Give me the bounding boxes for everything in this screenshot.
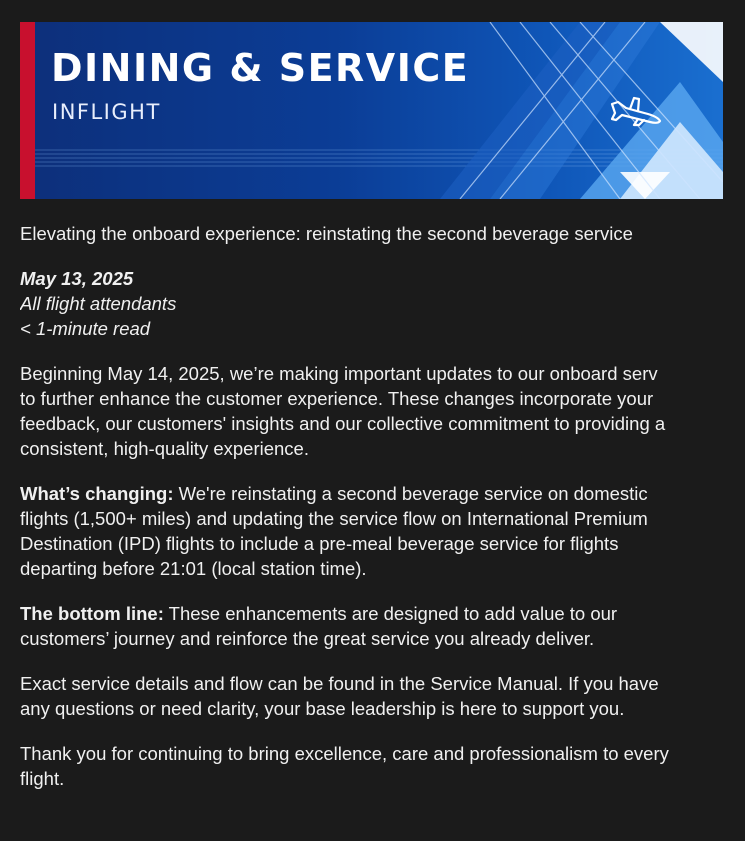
paragraph-thank-you	[20, 741, 725, 791]
paragraph-line: to further enhance the customer experience. These changes incorporate your	[20, 388, 654, 409]
article-read-time: < 1-minute read	[20, 318, 151, 339]
paragraph-line: We're reinstating a second beverage service on domestic	[173, 483, 648, 504]
paragraph-line: Beginning May 14, 2025, we’re making important updates to our onboard serv	[20, 363, 658, 384]
banner-title: DINING & SERVICE	[51, 46, 470, 90]
paragraph-line: feedback, our customers' insights and our collective commitment to providing a	[20, 413, 666, 434]
paragraph-line: Destination (IPD) flights to include a pre-meal beverage service for flights	[20, 533, 619, 554]
article-headline: Elevating the onboard experience: reinstating the second beverage service	[20, 223, 633, 244]
paragraph-line: flight.	[20, 768, 65, 789]
paragraph-lead: The bottom line:	[20, 603, 164, 624]
paragraph-whats-changing	[20, 481, 725, 581]
paragraph-line: customers’ journey and reinforce the great service you already deliver.	[20, 628, 595, 649]
paragraph-line: any questions or need clarity, your base leadership is here to support you.	[20, 698, 625, 719]
article-date: May 13, 2025	[20, 268, 134, 289]
paragraph-intro	[20, 361, 725, 461]
paragraph-line: departing before 21:01 (local station time).	[20, 558, 367, 579]
paragraph-lead: What’s changing:	[20, 483, 174, 504]
banner-subtitle: INFLIGHT	[52, 100, 161, 124]
paragraph-line: These enhancements are designed to add value to our	[163, 603, 618, 624]
paragraph-bottom-line	[20, 601, 725, 651]
header-banner	[20, 22, 723, 199]
article-body	[20, 221, 725, 791]
paragraph-line: Thank you for continuing to bring excellence, care and professionalism to every	[20, 743, 669, 764]
paragraph-service-manual	[20, 671, 725, 721]
banner-red-stripe	[20, 22, 35, 199]
paragraph-line: Exact service details and flow can be found in the Service Manual. If you have	[20, 673, 659, 694]
paragraph-line: consistent, high-quality experience.	[20, 438, 309, 459]
airplane-landing-icon	[608, 92, 666, 128]
article-audience: All flight attendants	[20, 293, 177, 314]
paragraph-line: flights (1,500+ miles) and updating the service flow on International Premium	[20, 508, 648, 529]
